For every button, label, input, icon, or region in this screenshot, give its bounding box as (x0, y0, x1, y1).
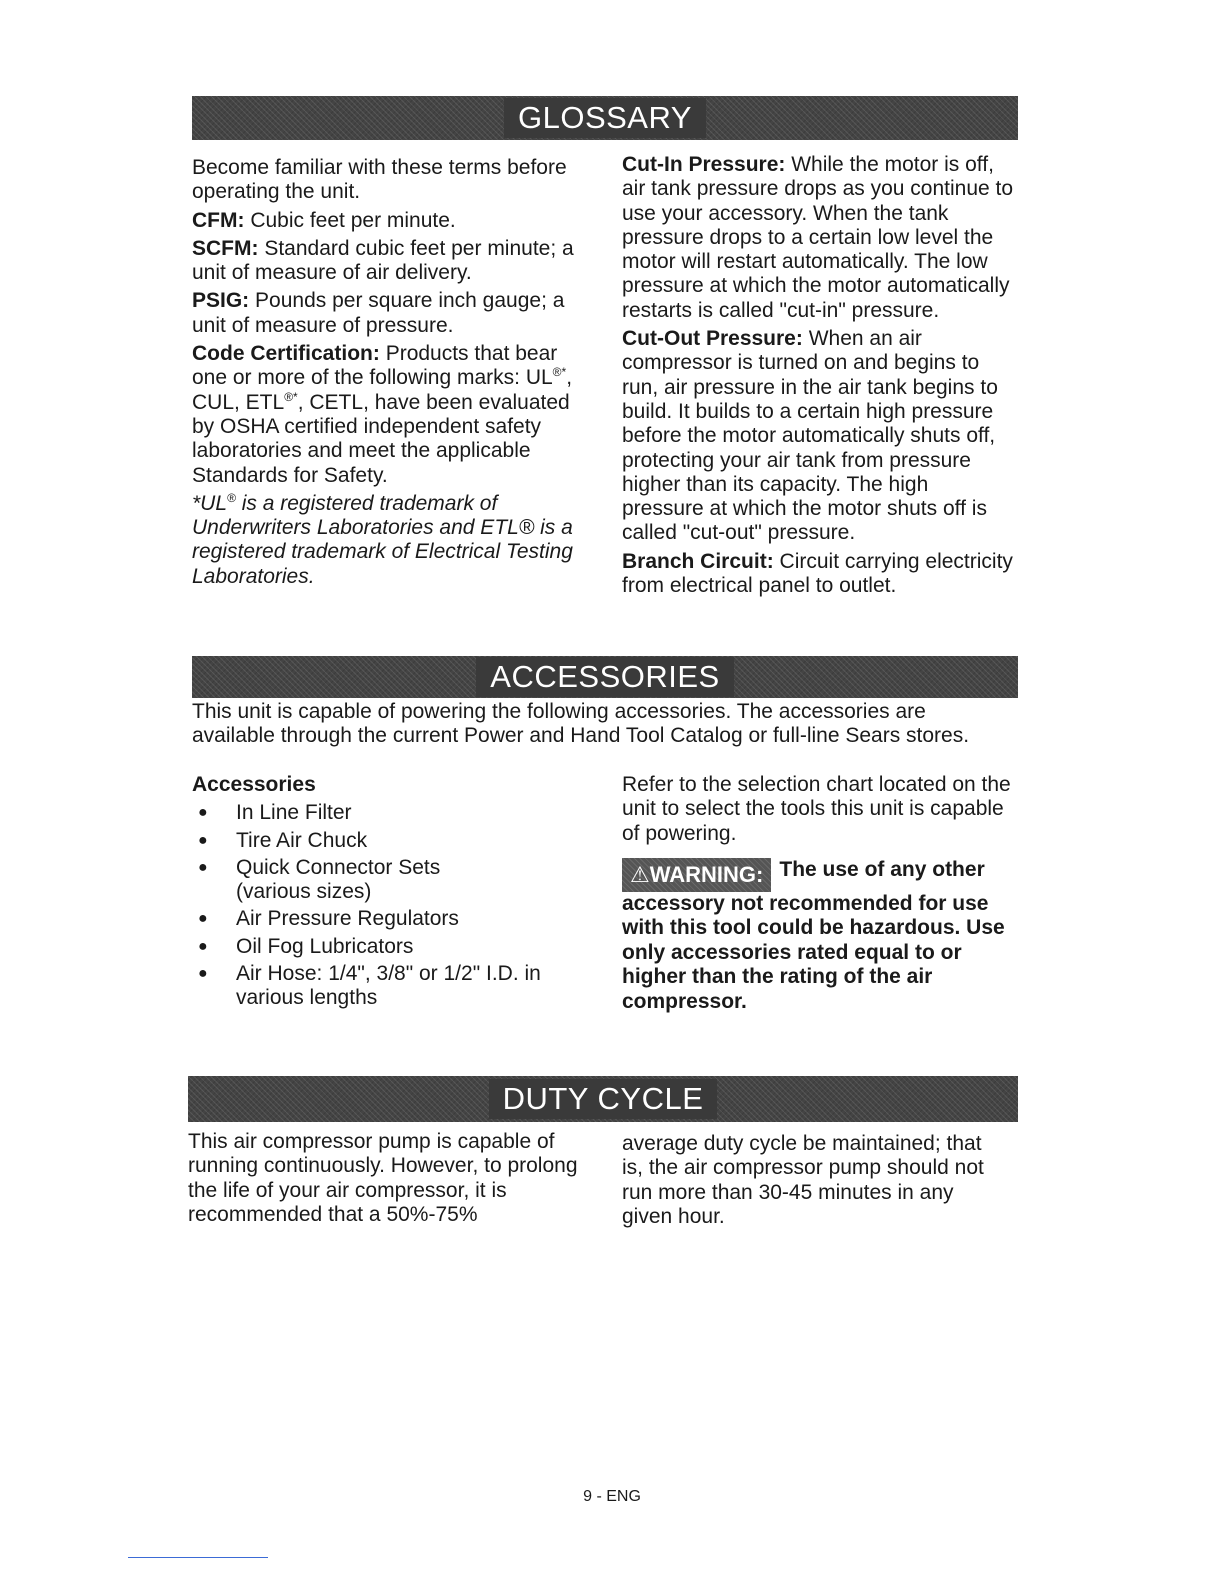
accessory-name: In Line Filter (236, 801, 352, 825)
trademark-note-1: *UL (192, 491, 228, 515)
glossary-right-column (622, 153, 1014, 602)
trademark-note (192, 492, 584, 589)
duty-cycle-right-column (622, 1132, 1002, 1233)
accessories-left-column (192, 773, 592, 1014)
code-sup-1: ®* (552, 365, 567, 380)
duty-cycle-left-column (188, 1130, 588, 1231)
glossary-banner (192, 96, 1018, 140)
trademark-sup: ® (227, 490, 236, 505)
definition-cfm: Cubic feet per minute. (250, 208, 456, 232)
term-cut-in: Cut-In Pressure: (622, 153, 786, 176)
term-branch-circuit: Branch Circuit: (622, 549, 774, 573)
term-code-certification: Code Certification: (192, 342, 380, 366)
accessory-name: Air Pressure Regulators (236, 907, 459, 931)
term-scfm: SCFM: (192, 236, 259, 260)
definition-cut-in: While the motor is off, air tank pressure drops as you continue to use your accessory. When the tank pressure drops to a certain low level the motor will restart automatically. The low pressure at which the motor automatically restarts is called "cut-in" pressure. (622, 153, 1014, 322)
accessories-intro-text: This unit is capable of powering the following accessories. The accessories are available through the current Power and Hand Tool Catalog or full-line Sears stores. (192, 700, 970, 748)
accessories-banner (192, 656, 1018, 698)
glossary-entry-branch-circuit (622, 550, 1014, 599)
bullet-icon: ● (198, 831, 208, 849)
accessories-right-column (622, 773, 1014, 1014)
accessory-name: Quick Connector Sets (various sizes) (236, 855, 441, 904)
trademark-note-2: is a registered trademark of Underwriters Laboratories and ETL® is a registered trademark of Electrical Testing Laboratories. (192, 491, 573, 588)
accessories-refer-text: Refer to the selection chart located on the unit to select the tools this unit is capable of powering. (622, 773, 1011, 845)
bullet-icon: ● (198, 804, 208, 822)
duty-cycle-left-text: This air compressor pump is capable of running continuously. However, to prolong the life of your air compressor, it is recommended that a 50%-75% (188, 1130, 578, 1226)
definition-code-certification-1: Products that bear one or more of the following marks: UL (192, 342, 558, 390)
glossary-entry-cfm (192, 209, 584, 233)
duty-cycle-title: DUTY CYCLE (489, 1079, 718, 1119)
accessory-name: Tire Air Chuck (236, 828, 368, 852)
definition-scfm: Standard cubic feet per minute; a unit of measure of air delivery. (192, 236, 574, 285)
term-psig: PSIG: (192, 289, 250, 313)
bullet-icon: ● (198, 910, 208, 928)
list-item (192, 907, 592, 931)
glossary-intro: Become familiar with these terms before operating the unit. (192, 156, 567, 204)
duty-cycle-right-text: average duty cycle be maintained; that is, the air compressor pump should not run more than 30-45 minutes in any given hour. (622, 1132, 984, 1228)
definition-branch-circuit: Circuit carrying electricity from electrical panel to outlet. (622, 549, 1013, 598)
bullet-icon: ● (198, 965, 208, 983)
glossary-entry-psig (192, 289, 584, 338)
glossary-title: GLOSSARY (504, 98, 706, 138)
page-number: 9 - ENG (583, 1488, 641, 1505)
duty-cycle-banner (188, 1076, 1018, 1122)
code-sup-2: ®* (284, 389, 298, 404)
warning-label: ⚠WARNING: (622, 858, 771, 892)
definition-psig: Pounds per square inch gauge; a unit of measure of pressure. (192, 289, 565, 337)
list-item (192, 829, 592, 853)
glossary-entry-cut-out (622, 327, 1014, 546)
warning-text: The use of any other accessory not recommended for use with this tool could be hazardous. Use only accessories rated equal to or higher than the rating of the air compressor. (622, 857, 1005, 1013)
glossary-left-column (192, 156, 584, 593)
definition-code-certification-3: , CETL, have been evaluated by OSHA certified independent safety laboratories and meet the applicable Standards for Safety. (192, 390, 570, 487)
definition-cut-out: When an air compressor is turned on and begins to run, air pressure in the air tank begins to build. It builds to a certain high pressure before the motor automatically shuts off, protecting your air tank from pressure higher than its capacity. The high pressure at which the motor shuts off is called "cut-out" pressure. (622, 327, 998, 545)
list-item (192, 962, 592, 1011)
accessory-name: Oil Fog Lubricators (236, 934, 414, 958)
accessories-list-heading: Accessories (192, 773, 316, 796)
list-item (192, 801, 592, 825)
accessories-title: ACCESSORIES (476, 657, 733, 697)
list-item (192, 935, 592, 959)
bullet-icon: ● (198, 937, 208, 955)
glossary-entry-scfm (192, 237, 584, 286)
accessory-name: Air Hose: 1/4", 3/8" or 1/2" I.D. in various lengths (236, 962, 541, 1010)
term-cfm: CFM: (192, 208, 245, 232)
accessories-intro (192, 700, 1002, 753)
footer-divider (128, 1557, 268, 1558)
list-item (192, 856, 466, 905)
warning-notice (622, 858, 1014, 1015)
glossary-entry-cut-in (622, 153, 1014, 323)
bullet-icon: ● (198, 858, 208, 876)
definition-code-certification-2: , CUL, ETL (192, 366, 573, 414)
term-cut-out: Cut-Out Pressure: (622, 327, 803, 351)
accessories-list (192, 801, 592, 1010)
glossary-entry-code-certification (192, 342, 584, 488)
